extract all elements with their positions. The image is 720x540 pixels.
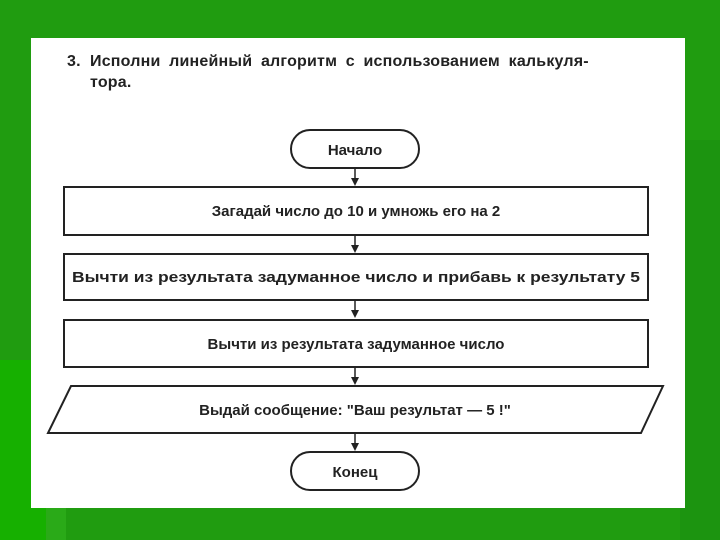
background-accent-right	[680, 140, 720, 540]
end-label: Конец	[332, 464, 378, 481]
output-label: Выдай сообщение: "Ваш результат — 5 !"	[199, 402, 511, 419]
task-number: 3.	[67, 53, 81, 70]
process-label: Вычти из результата задуманное число и прибавь к результату 5	[72, 269, 640, 286]
task-text-line2: тора.	[90, 74, 132, 91]
process-label: Загадай число до 10 и умножь его на 2	[211, 203, 501, 220]
process-step-1	[64, 187, 648, 235]
end-terminator	[291, 452, 419, 490]
process-step-3	[64, 320, 648, 367]
task-text-line1: Исполни линейный алгоритм с использованием калькуля-	[90, 53, 589, 70]
start-terminator	[291, 130, 419, 168]
start-label: Начало	[327, 142, 383, 159]
process-step-2	[64, 254, 648, 300]
worksheet-image	[31, 38, 685, 508]
output-step	[48, 386, 663, 433]
flowchart	[31, 38, 685, 508]
process-label: Вычти из результата задуманное число	[207, 336, 505, 353]
